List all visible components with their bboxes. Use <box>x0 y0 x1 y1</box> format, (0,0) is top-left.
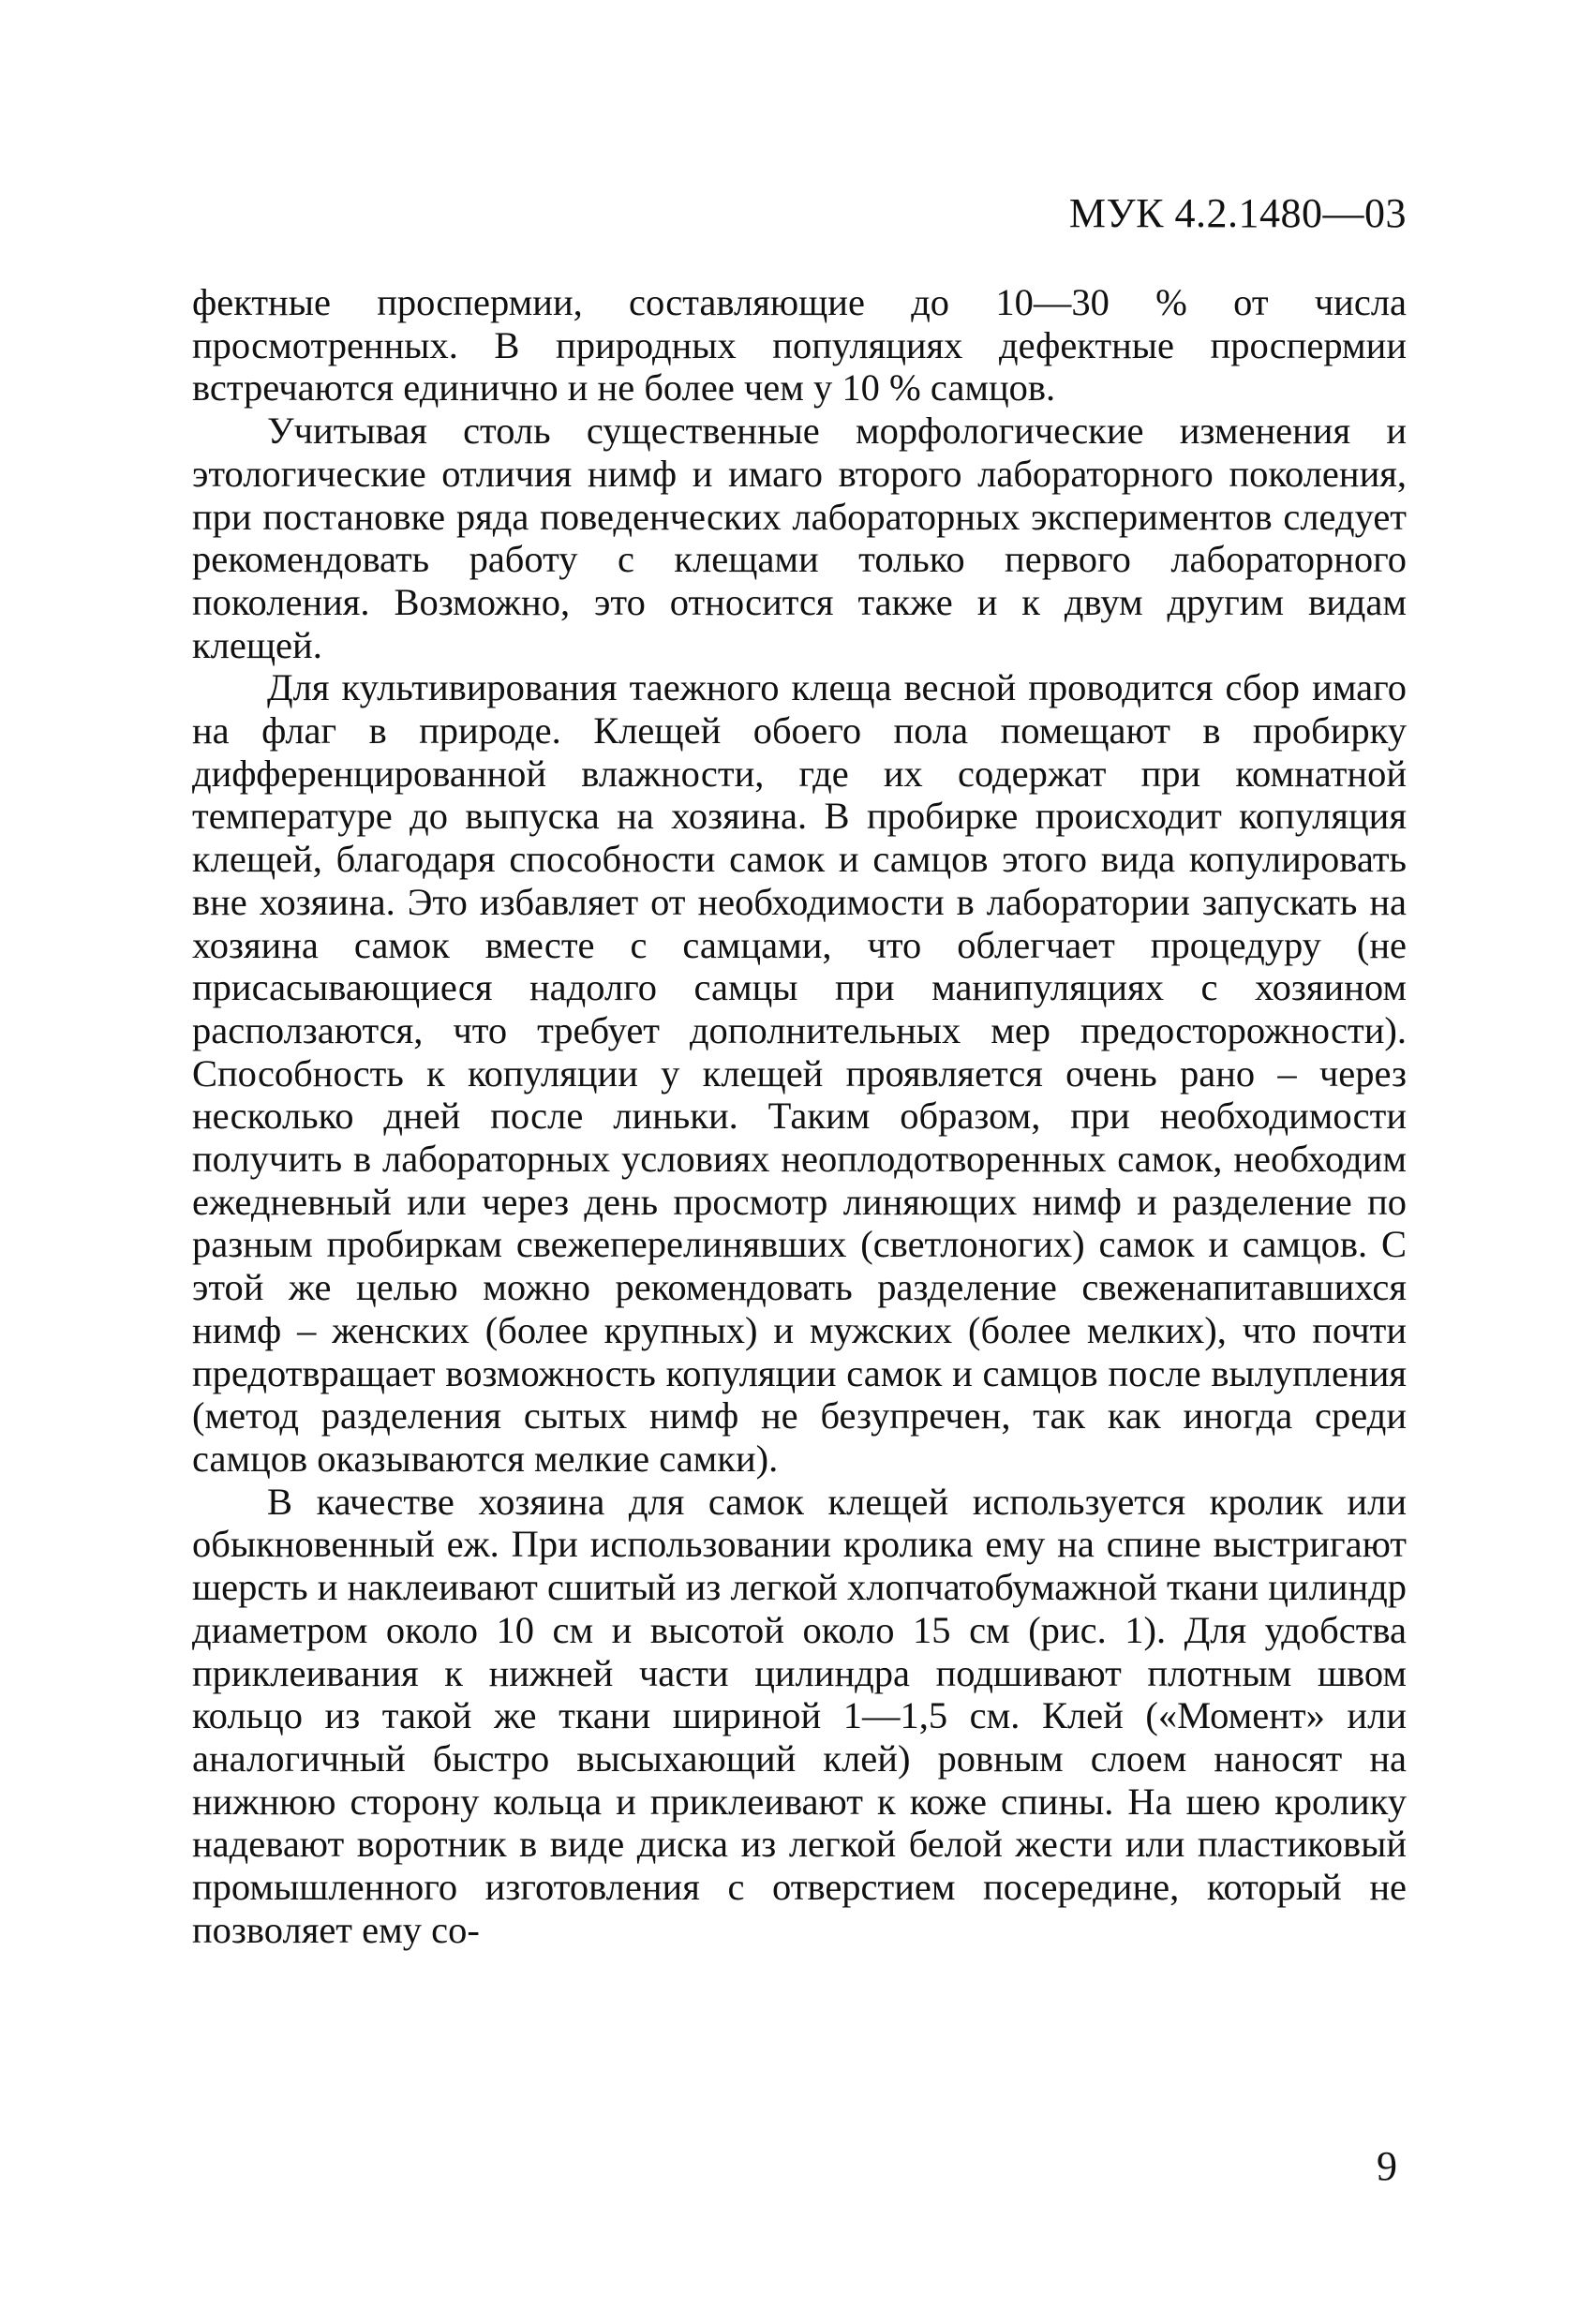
paragraph-4: В качестве хозяина для самок клещей используется кролик или обыкновенный еж. При использовании кролика ему на спине выстригают шерсть и наклеивают сшитый из легкой хлопчатобумажной ткани цилиндр диаметром около 10 см и высотой около 15 см (рис. 1). Для удобства приклеивания к нижней части цилиндра подшивают плотным швом кольцо из такой же ткани шириной 1—1,5 см. Клей («Момент» или аналогичный быстро высыхающий клей) ровным слоем наносят на нижнюю сторону кольца и приклеивают к коже спины. На шею кролику надевают воротник в виде диска из легкой белой жести или пластиковый промышленного изготовления с отверстием посередине, который не позволяет ему со- <box>192 1480 1407 1951</box>
main-text <box>192 281 1407 1951</box>
paragraph-2: Учитывая столь существенные морфологические изменения и этологические отличия нимф и имаго второго лабораторного поколения, при постановке ряда поведенческих лабораторных экспериментов следует рекомендовать работу с клещами только первого лабораторного поколения. Возможно, это относится также и к двум другим видам клещей. <box>192 410 1407 666</box>
paragraph-3: Для культивирования таежного клеща весной проводится сбор имаго на флаг в природе. Клещей обоего пола помещают в пробирку дифференцированной влажности, где их содержат при комнатной температуре до выпуска на хозяина. В пробирке происходит копуляция клещей, благодаря способности самок и самцов этого вида копулировать вне хозяина. Это избавляет от необходимости в лаборатории запускать на хозяина самок вместе с самцами, что облегчает процедуру (не присасывающиеся надолго самцы при манипуляциях с хозяином расползаются, что требует дополнительных мер предосторожности). Способность к копуляции у клещей проявляется очень рано – через несколько дней после линьки. Таким образом, при необходимости получить в лабораторных условиях неоплодотворенных самок, необходим ежедневный или через день просмотр линяющих нимф и разделение по разным пробиркам свежеперелинявших (светлоногих) самок и самцов. С этой же целью можно рекомендовать разделение свеженапитавшихся нимф – женских (более крупных) и мужских (более мелких), что почти предотвращает возможность копуляции самок и самцов после вылупления (метод разделения сытых нимф не безупречен, так как иногда среди самцов оказываются мелкие самки). <box>192 666 1407 1480</box>
page-number: 9 <box>1377 2143 1397 2189</box>
paragraph-1: фектные проспермии, составляющие до 10—30 % от числа просмотренных. В природных популяциях дефектные проспермии встречаются единично и не более чем у 10 % самцов. <box>192 281 1407 410</box>
document-code-header: МУК 4.2.1480—03 <box>1068 190 1407 236</box>
